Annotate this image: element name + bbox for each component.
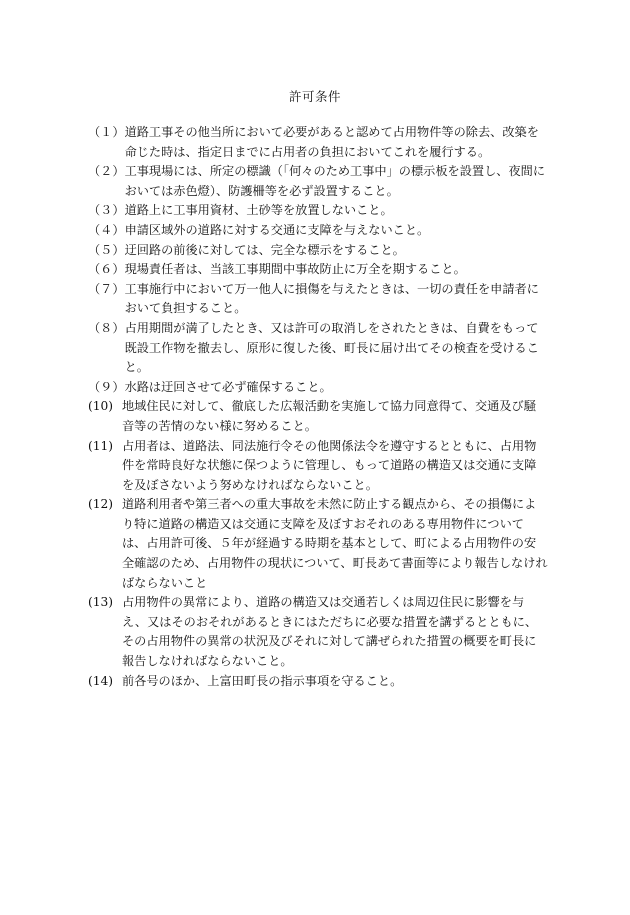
condition-text: 水路は迂回させて必ず確保すること。 (124, 379, 332, 394)
condition-number: （１） (88, 125, 125, 139)
condition-item-2 (88, 162, 548, 201)
condition-text: 前各号のほか、上富田町長の指示事項を守ること。 (122, 673, 403, 688)
condition-text: 工事施行中において万一他人に損傷を与えたときは、一切の責任を申請者において負担すること。 (124, 281, 539, 316)
condition-item-13 (88, 593, 548, 671)
condition-number: (14) (88, 673, 114, 688)
condition-item-4 (88, 221, 548, 241)
condition-text: 道路上に工事用資材、土砂等を放置しないこと。 (124, 203, 393, 218)
condition-number: (13) (88, 595, 114, 610)
condition-item-8 (88, 319, 548, 378)
condition-number: (10) (88, 399, 114, 414)
condition-number: (11) (88, 438, 114, 453)
conditions-list (88, 123, 548, 691)
condition-number: （３） (88, 203, 125, 218)
condition-item-14 (88, 672, 548, 692)
condition-text: 道路工事その他当所において必要があると認めて占用物件等の除去、改築を命じた時は、指定日までに占用者の負担においてこれを履行する。 (124, 125, 539, 159)
condition-number: （７） (88, 281, 125, 296)
condition-number: （４） (88, 222, 125, 237)
condition-text: 工事現場には、所定の標識（「何々のため工事中」の標示板を設置し、夜間においては赤色燈）、防護柵等を必ず設置すること。 (124, 164, 546, 198)
condition-text: 占用物件の異常により、道路の構造又は交通若しくは周辺住民に影響を与え、又はそのおそれがあるときにはただちに必要な措置を講ずるとともに、その占用物件の異常の状況及びそれに対して講ぜられた措置の概要を町長に報告しなければならないこと。 (122, 595, 538, 669)
condition-text: 道路利用者や第三者への重大事故を未然に防止する観点から、その損傷により特に道路の構造又は交通に支障を及ぼすおそれのある専用物件については、占用許可後、５年が経過する時期を基本として、町による占用物件の安全確認のため、占用物件の現状について、町長あて書面等により報告しなければならないこと (122, 497, 548, 590)
condition-item-1 (88, 123, 548, 162)
condition-item-11 (88, 437, 548, 496)
condition-number: （５） (88, 242, 125, 257)
condition-number: （８） (88, 320, 125, 335)
condition-item-5 (88, 241, 548, 261)
condition-number: （２） (88, 164, 125, 179)
condition-text: 占用者は、道路法、同法施行令その他関係法令を遵守するとともに、占用物件を常時良好な状態に保つように管理し、もって道路の構造又は交通に支障を及ぼさないよう努めなければならないこと。 (122, 438, 537, 492)
condition-number: （９） (88, 379, 125, 394)
condition-text: 占用期間が満了したとき、又は許可の取消しをされたときは、自費をもって既設工作物を撤去し、原形に復した後、町長に届け出てその検査を受けること。 (124, 320, 539, 375)
condition-text: 申請区域外の道路に対する交通に支障を与えないこと。 (124, 222, 430, 237)
condition-item-9 (88, 378, 548, 398)
condition-number: (12) (88, 497, 114, 512)
condition-item-3 (88, 201, 548, 221)
condition-text: 迂回路の前後に対しては、完全な標示をすること。 (124, 242, 405, 257)
condition-item-10 (88, 397, 548, 436)
document-title: 許可条件 (288, 89, 341, 104)
condition-item-12 (88, 495, 548, 593)
condition-text: 現場責任者は、当該工事期間中事故防止に万全を期すること。 (124, 262, 466, 277)
condition-text: 地域住民に対して、徹底した広報活動を実施して協力同意得て、交通及び騒音等の苦情のない様に努めること。 (122, 399, 536, 433)
condition-number: （６） (88, 262, 125, 277)
condition-item-6 (88, 260, 548, 280)
condition-item-7 (88, 280, 548, 319)
